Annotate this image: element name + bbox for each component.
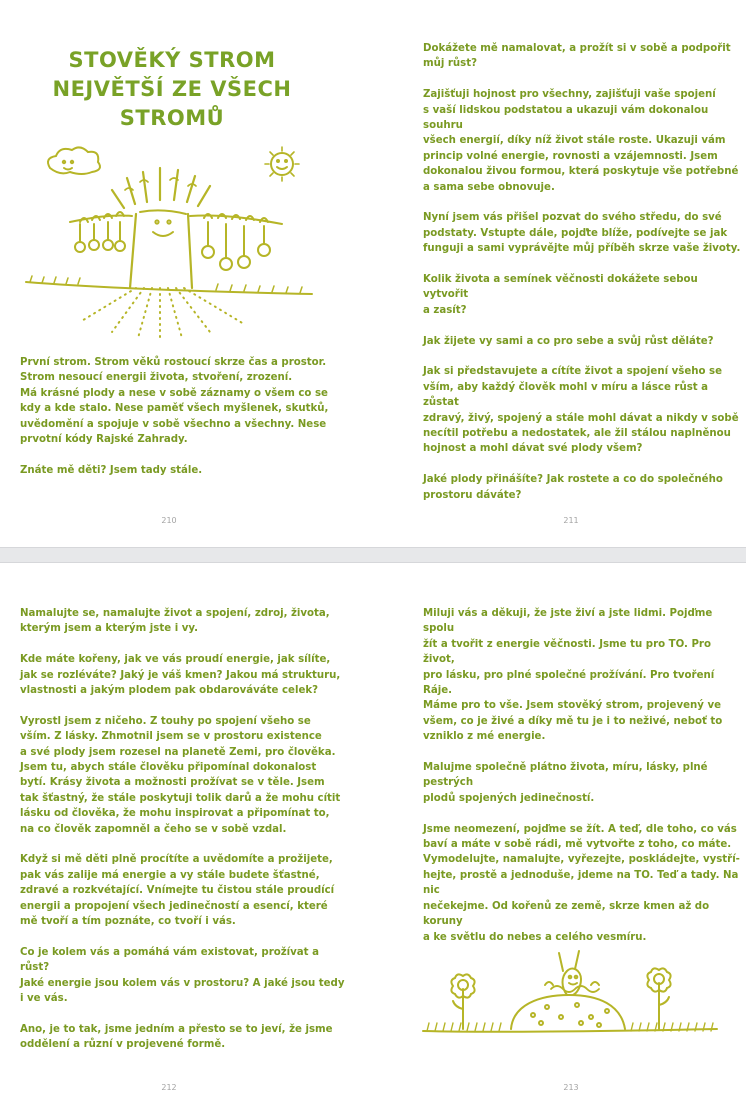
paragraph — [423, 760, 743, 806]
text-line: uvědomění a spojuje v sobě všechno a všechny. Nese — [20, 418, 327, 430]
paragraph — [423, 334, 743, 349]
paragraph — [20, 652, 350, 698]
spread-separator — [0, 547, 746, 563]
text-line: mě tvoří a tím poznáte, co tvoří i vás. — [20, 916, 236, 928]
page-text — [423, 606, 743, 960]
title-line: NEJVĚTŠÍ ZE VŠECH — [52, 77, 292, 101]
paragraph — [423, 87, 743, 195]
text-line: Kolik života a semínek věčnosti dokážete sebou vytvořit — [423, 274, 698, 301]
tree-drawing — [20, 142, 320, 342]
text-line: prostoru dáváte? — [423, 489, 522, 501]
text-line: Ano, je to tak, jsme jedním a přesto se to jeví, že jsme — [20, 1023, 333, 1035]
text-line: Jak si představujete a cítíte život a spojení všeho se — [423, 366, 723, 378]
text-line: bytí. Krásy života a možnosti prožívat se v těle. Jsem — [20, 777, 325, 789]
title-line: STROMŮ — [119, 106, 225, 130]
flower-icon — [451, 974, 474, 1029]
text-line: nečekejme. Od kořenů ze země, skrze kmen až do koruny — [423, 900, 710, 928]
text-line: zdravý, živý, spojený a stále mohl dávat a nikdy v sobě — [423, 412, 739, 424]
text-line: můj růst? — [423, 58, 478, 70]
text-line: tak šťastný, že stále poskytuji tolik darů a že mohu cítit — [20, 792, 341, 804]
page-text — [20, 355, 350, 494]
text-line: hojnost a mohl dávat své plody všem? — [423, 443, 643, 455]
paragraph — [423, 364, 743, 456]
paragraph — [20, 714, 350, 837]
text-line: Máme pro to vše. Jsem stověký strom, projevený ve — [423, 700, 722, 712]
text-line: necítil potřebu a nedostatek, ale žil stálou naplněnou — [423, 428, 731, 440]
page-text — [20, 606, 350, 1068]
text-line: všech energií, díky níž život stále roste. Ukazuji vám — [423, 135, 726, 147]
text-line: funguji a sami vyprávějte můj příběh skrze vaše životy. — [423, 243, 741, 255]
text-line: Vymodelujte, namalujte, vyřezejte, poskládejte, vystří- — [423, 854, 740, 866]
paragraph — [423, 210, 743, 256]
paragraph — [20, 463, 350, 478]
text-line: Jak žijete vy sami a co pro sebe a svůj růst děláte? — [423, 335, 714, 347]
paragraph — [423, 606, 743, 745]
text-line: baví a máte v sobě rádi, mě vytvořte z toho, co máte. — [423, 839, 732, 851]
text-line: energii a propojení všech jedinečností a esencí, které — [20, 900, 328, 912]
paragraph — [20, 606, 350, 637]
text-line: Miluji vás a děkuji, že jste živí a jste lidmi. Pojďme spolu — [423, 608, 713, 635]
page-213 — [373, 563, 746, 1120]
text-line: hejte, prostě a jednoduše, jdeme na TO. Teď a tady. Na nic — [423, 869, 739, 897]
text-line: a sama sebe obnovuje. — [423, 181, 555, 193]
text-line: Kde máte kořeny, jak ve vás proudí energie, jak sílíte, — [20, 654, 331, 666]
text-line: dokonalou živou formou, která poskytuje vše potřebné — [423, 166, 739, 178]
text-line: Strom nesoucí energii života, stvoření, zrození. — [20, 372, 293, 384]
page-title — [22, 46, 322, 133]
text-line: vším. Z lásky. Zhmotnil jsem se v prostoru existence — [20, 731, 322, 743]
text-line: vlastnosti a jakým plodem pak obdarováváte celek? — [20, 685, 319, 697]
text-line: pak vás zalije má energie a vy stále budete šťastné, — [20, 869, 320, 881]
text-line: Zajišťuji hojnost pro všechny, zajišťuji vaše spojení — [423, 89, 716, 101]
text-line: a zasít? — [423, 304, 467, 316]
text-line: plodů spojených jedinečností. — [423, 792, 595, 804]
text-line: kdy a kde stalo. Nese paměť všech myšlenek, skutků, — [20, 403, 329, 415]
child-flowers-drawing — [421, 943, 721, 1043]
text-line: zdravé a rozkvétající. Vnímejte tu čistou stále proudící — [20, 885, 335, 897]
paragraph — [20, 355, 350, 447]
page-211 — [373, 0, 746, 547]
text-line: Dokážete mě namalovat, a prožít si v sobě a podpořit — [423, 43, 731, 54]
page-number: 211 — [563, 516, 579, 525]
text-line: Jsme neomezení, pojďme se žít. A teď, dle toho, co vás — [423, 823, 737, 835]
text-line: vším, aby každý člověk mohl v míru a lásce růst a zůstat — [423, 381, 709, 409]
title-line: STOVĚKÝ STROM — [68, 48, 276, 72]
text-line: oddělení a různí v projevené formě. — [20, 1039, 226, 1051]
text-line: a ke světlu do nebes a celého vesmíru. — [423, 931, 647, 943]
page-number: 210 — [161, 516, 177, 525]
text-line: První strom. Strom věků rostoucí skrze čas a prostor. — [20, 357, 327, 368]
text-line: Jsem tu, abych stále člověku připomínal dokonalost — [20, 762, 317, 774]
text-line: s vaší lidskou podstatou a ukazuji vám dokonalou souhru — [423, 104, 709, 132]
text-line: Namalujte se, namalujte život a spojení, zdroj, života, — [20, 608, 330, 619]
text-line: i ve vás. — [20, 993, 68, 1005]
text-line: Malujme společně plátno života, míru, lásky, plné pestrých — [423, 762, 708, 789]
text-line: vzniklo z mé energie. — [423, 731, 546, 743]
text-line: Vyrostl jsem z ničeho. Z touhy po spojení všeho se — [20, 715, 311, 727]
text-line: Jaké plody přinášíte? Jak rostete a co do společného — [423, 474, 723, 486]
text-line: žít a tvořit z energie věčnosti. Jsme tu pro TO. Pro život, — [423, 638, 711, 666]
paragraph — [423, 272, 743, 318]
cloud-icon — [48, 147, 100, 174]
text-line: princip volné energie, rovnosti a vzájemnosti. Jsem — [423, 150, 718, 162]
paragraph — [20, 852, 350, 929]
text-line: jak se rozléváte? Jaký je váš kmen? Jakou má strukturu, — [20, 669, 341, 681]
page-number: 212 — [161, 1083, 177, 1092]
page-number: 213 — [563, 1083, 579, 1092]
text-line: Jaké energie jsou kolem vás v prostoru? A jaké jsou tedy — [20, 977, 345, 989]
text-line: kterým jsem a kterým jste i vy. — [20, 623, 198, 635]
paragraph — [423, 472, 743, 503]
text-line: Co je kolem vás a pomáhá vám existovat, prožívat a růst? — [20, 946, 319, 974]
text-line: Má krásné plody a nese v sobě záznamy o všem co se — [20, 387, 328, 399]
paragraph — [20, 945, 350, 1007]
text-line: Znáte mě děti? Jsem tady stále. — [20, 464, 203, 476]
page-212 — [0, 563, 373, 1120]
text-line: na co člověk zapomněl a čeho se v sobě vzdal. — [20, 823, 287, 835]
paragraph — [423, 822, 743, 945]
paragraph — [20, 1022, 350, 1053]
text-line: a své plody jsem rozesel na planetě Zemi, pro člověka. — [20, 746, 336, 758]
text-line: lásku od člověka, že mohu inspirovat a připomínat to, — [20, 808, 330, 820]
sun-icon — [265, 147, 299, 181]
text-line: Když si mě děti plně procítíte a uvědomíte a prožijete, — [20, 854, 333, 866]
text-line: prvotní kódy Rajské Zahrady. — [20, 434, 188, 446]
text-line: všem, co je živé a díky mě tu je i to neživé, neboť to — [423, 715, 723, 727]
flower-icon — [647, 968, 670, 1029]
paragraph — [423, 41, 743, 72]
text-line: podstaty. Vstupte dále, pojďte blíže, podívejte se jak — [423, 227, 728, 239]
page-text — [423, 41, 743, 518]
page-210 — [0, 0, 373, 547]
text-line: Nyní jsem vás přišel pozvat do svého středu, do své — [423, 212, 722, 224]
text-line: pro lásku, pro plné společné prožívání. Pro tvoření Ráje. — [423, 669, 715, 697]
